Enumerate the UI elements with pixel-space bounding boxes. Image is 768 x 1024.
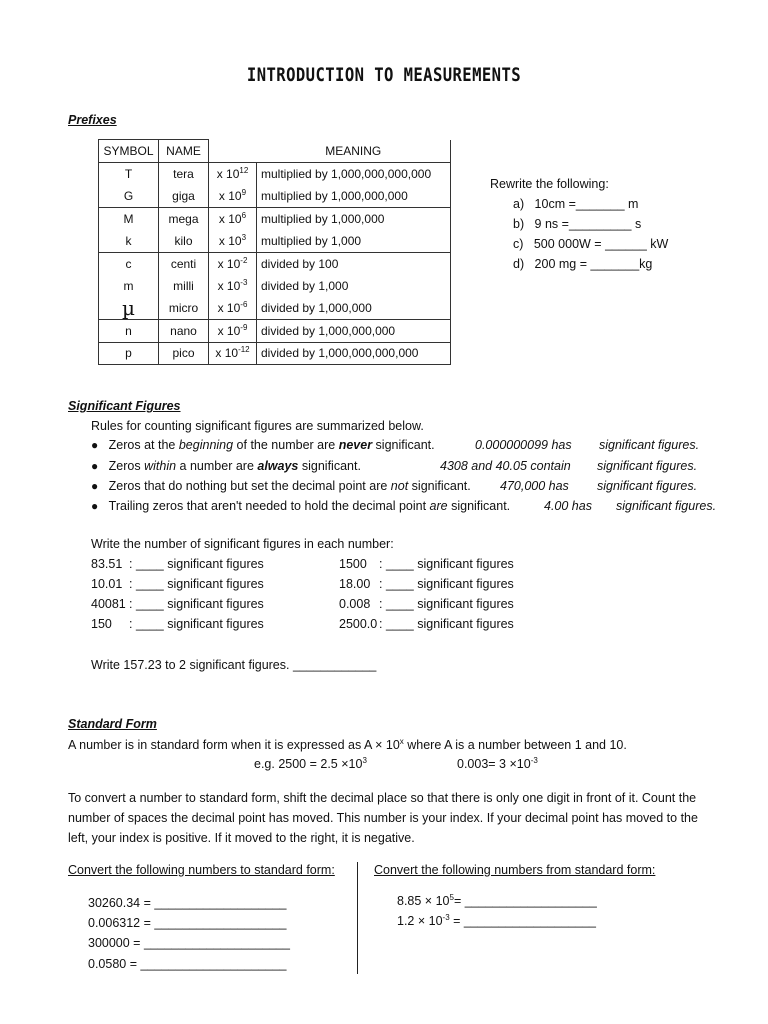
- rewrite-item: a) 10cm =_______ m: [513, 197, 639, 211]
- page-title: INTRODUCTION TO MEASUREMENTS: [246, 64, 522, 86]
- prefix-power: x $10^{-9}$: [209, 320, 257, 343]
- prefix-symbol: m: [99, 275, 159, 298]
- prefix-power: x $10^{-12}$: [209, 342, 257, 365]
- table-row: [99, 230, 451, 253]
- prefix-name: milli: [159, 275, 209, 298]
- prefix-symbol: µ: [99, 297, 159, 320]
- to-standard-item: 30260.34 = ___________________: [88, 896, 287, 910]
- conversion-paragraph-line: left, your index is positive. If it moved to the right, it is negative.: [68, 831, 415, 845]
- prefix-meaning: multiplied by 1,000,000: [257, 207, 451, 230]
- rule-tail: significant figures.: [616, 499, 717, 513]
- table-row: [99, 297, 451, 320]
- header-name: NAME: [159, 140, 209, 163]
- example-2: $0.003= 3 \times 10^{-3}$: [457, 755, 538, 771]
- standard-form-definition: A number is in standard form when it is expressed as $A \times 10^x$ where A is a number between 1 and 10.: [68, 736, 627, 752]
- prefix-name: tera: [159, 162, 209, 185]
- prefix-symbol: n: [99, 320, 159, 343]
- from-standard-heading: Convert the following numbers from standard form:: [374, 863, 656, 877]
- sigfig-exercise: 2500.0 : ____ significant figures: [339, 617, 514, 631]
- rule-item: ● Trailing zeros that aren't needed to hold the decimal point are significant.: [91, 499, 511, 513]
- to-standard-item: 0.006312 = ___________________: [88, 916, 287, 930]
- rule-example: 470,000 has: [500, 479, 569, 493]
- rule-tail: significant figures.: [597, 459, 698, 473]
- table-row: [99, 162, 451, 185]
- rule-tail: significant figures.: [597, 479, 698, 493]
- sigfig-exercise: 10.01 : ____ significant figures: [91, 577, 264, 591]
- rule-item: ● Zeros within a number are always significant.: [91, 459, 361, 473]
- prefix-name: centi: [159, 252, 209, 275]
- rewrite-item: c) 500 000W = ______ kW: [513, 237, 669, 251]
- prefix-symbol: p: [99, 342, 159, 365]
- rewrite-heading: Rewrite the following:: [490, 177, 609, 191]
- rule-example: 0.000000099 has: [475, 438, 572, 452]
- rule-item: ● Zeros at the beginning of the number are never significant.: [91, 438, 435, 452]
- exercise-heading: Write the number of significant figures in each number:: [91, 537, 394, 551]
- rewrite-item: b) 9 ns =_________ s: [513, 217, 642, 231]
- prefix-meaning: divided by 1,000,000,000,000: [257, 342, 451, 365]
- column-divider: [357, 862, 358, 974]
- rewrite-item: d) 200 mg = _______kg: [513, 257, 653, 271]
- rule-item: ● Zeros that do nothing but set the decimal point are not significant.: [91, 479, 471, 493]
- to-standard-item: 300000 = _____________________: [88, 936, 290, 950]
- table-row: [99, 207, 451, 230]
- prefix-name: mega: [159, 207, 209, 230]
- sigfig-exercise: 18.00 : ____ significant figures: [339, 577, 514, 591]
- prefixes-heading: Prefixes: [68, 113, 117, 127]
- prefix-name: kilo: [159, 230, 209, 253]
- prefix-meaning: divided by 1,000: [257, 275, 451, 298]
- prefix-symbol: k: [99, 230, 159, 253]
- prefix-meaning: divided by 1,000,000: [257, 297, 451, 320]
- prefix-name: pico: [159, 342, 209, 365]
- sigfigs-intro: Rules for counting significant figures are summarized below.: [91, 419, 424, 433]
- sigfigs-heading: Significant Figures: [68, 399, 181, 413]
- sigfig-exercise: 150 : ____ significant figures: [91, 617, 264, 631]
- prefixes-table: [98, 139, 451, 365]
- to-standard-item: 0.0580 = _____________________: [88, 957, 287, 971]
- prefix-meaning: multiplied by 1,000,000,000: [257, 185, 451, 208]
- prefix-power: x $10^9$: [209, 185, 257, 208]
- prefix-name: nano: [159, 320, 209, 343]
- prefix-power: x $10^{-6}$: [209, 297, 257, 320]
- prefix-meaning: multiplied by 1,000,000,000,000: [257, 162, 451, 185]
- prefix-meaning: divided by 1,000,000,000: [257, 320, 451, 343]
- standard-form-heading: Standard Form: [68, 717, 157, 731]
- to-standard-heading: Convert the following numbers to standard form:: [68, 863, 335, 877]
- table-row: [99, 252, 451, 275]
- sigfig-exercise: 40081 : ____ significant figures: [91, 597, 264, 611]
- rule-tail: significant figures.: [599, 438, 700, 452]
- prefix-power: x $10^{-2}$: [209, 252, 257, 275]
- prefix-power: x $10^{12}$: [209, 162, 257, 185]
- prefix-meaning: divided by 100: [257, 252, 451, 275]
- rounding-task: Write 157.23 to 2 significant figures. ____________: [91, 658, 377, 672]
- conversion-paragraph-line: number of spaces the decimal point has moved. This number is your index. If your decimal point has moved to the: [68, 811, 698, 825]
- table-row: [99, 185, 451, 208]
- header-meaning: MEANING: [257, 140, 451, 163]
- table-row: [99, 275, 451, 298]
- from-standard-item: $1.2 \times 10^{-3}$ = ___________________: [397, 912, 596, 928]
- prefix-symbol: G: [99, 185, 159, 208]
- prefix-power: x $10^3$: [209, 230, 257, 253]
- prefix-symbol: M: [99, 207, 159, 230]
- prefix-symbol: c: [99, 252, 159, 275]
- example-1: e.g. $2500 = 2.5 \times 10^3$: [254, 755, 367, 771]
- from-standard-item: $8.85 \times 10^5=$ ___________________: [397, 892, 597, 908]
- prefix-power: x $10^{-3}$: [209, 275, 257, 298]
- prefix-name: micro: [159, 297, 209, 320]
- prefix-power: x $10^6$: [209, 207, 257, 230]
- sigfig-exercise: 83.51 : ____ significant figures: [91, 557, 264, 571]
- prefix-name: giga: [159, 185, 209, 208]
- rule-example: 4308 and 40.05 contain: [440, 459, 571, 473]
- sigfig-exercise: 1500 : ____ significant figures: [339, 557, 514, 571]
- table-row: [99, 342, 451, 365]
- table-row: [99, 320, 451, 343]
- header-symbol: SYMBOL: [99, 140, 159, 163]
- sigfig-exercise: 0.008 : ____ significant figures: [339, 597, 514, 611]
- rule-example: 4.00 has: [544, 499, 592, 513]
- conversion-paragraph-line: To convert a number to standard form, shift the decimal place so that there is only one digit in front of it. Count the: [68, 791, 697, 805]
- prefix-symbol: T: [99, 162, 159, 185]
- prefix-meaning: multiplied by 1,000: [257, 230, 451, 253]
